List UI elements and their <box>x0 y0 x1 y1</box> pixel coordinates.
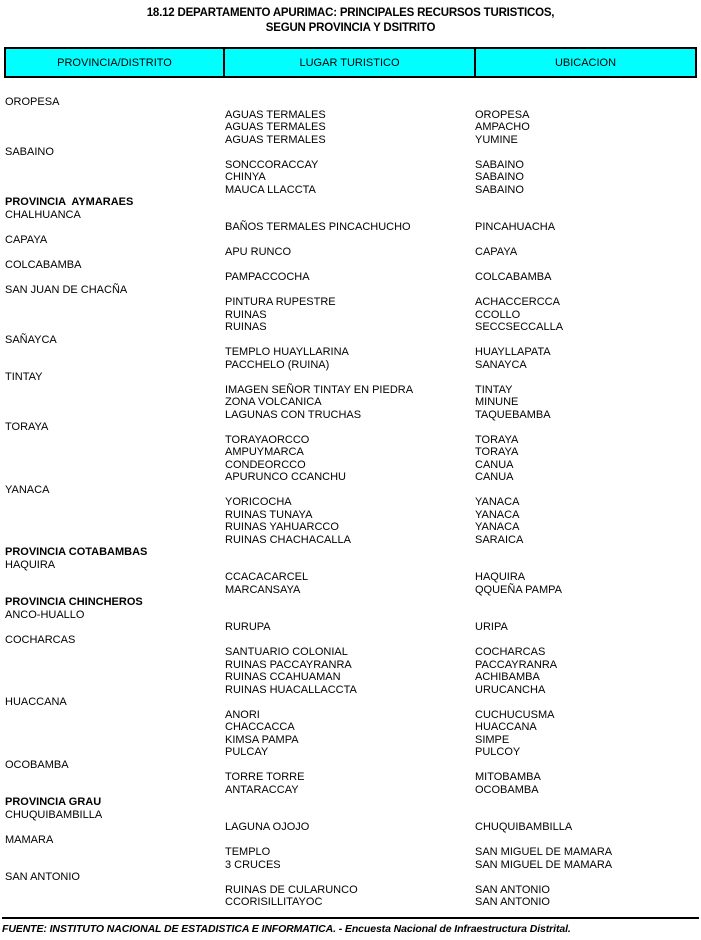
table-row <box>0 109 701 122</box>
table-row <box>0 259 701 272</box>
cell-ubicacion: COLCABAMBA <box>475 271 552 283</box>
cell-provincia-distrito: CHALHUANCA <box>5 208 81 221</box>
cell-lugar-turistico <box>225 146 475 159</box>
cell-provincia-distrito: OROPESA <box>5 96 60 108</box>
table-row <box>0 271 701 284</box>
table-row <box>0 684 701 697</box>
cell-provincia-distrito: ANCO-HUALLO <box>5 608 85 621</box>
cell-ubicacion: CANUA <box>475 458 514 471</box>
cell-lugar-turistico: ANORI <box>225 708 260 721</box>
cell-lugar-turistico: CHACCACCA <box>225 721 295 733</box>
cell-provincia-distrito: SABAINO <box>5 146 54 158</box>
cell-ubicacion: OROPESA <box>475 108 530 121</box>
cell-ubicacion: QQUEÑA PAMPA <box>475 583 563 596</box>
cell-provincia-distrito: SAÑAYCA <box>5 333 57 346</box>
cell-provincia-distrito: MAMARA <box>5 833 54 846</box>
cell-ubicacion: SAN ANTONIO <box>475 896 550 908</box>
table-row <box>0 546 701 559</box>
cell-ubicacion: CUCHUCUSMA <box>475 708 555 721</box>
cell-ubicacion <box>475 546 701 559</box>
cell-ubicacion: MINUNE <box>475 396 519 408</box>
cell-provincia-distrito <box>0 384 225 397</box>
cell-provincia-distrito: TINTAY <box>5 371 43 383</box>
cell-lugar-turistico: APU RUNCO <box>225 246 292 258</box>
cell-ubicacion: SABAINO <box>475 171 524 183</box>
table-row <box>0 509 701 522</box>
cell-lugar-turistico: PAMPACCOCHA <box>225 271 310 283</box>
table-row <box>0 196 701 209</box>
table-row <box>0 796 701 809</box>
table-row <box>0 534 701 547</box>
table-row <box>0 646 701 659</box>
cell-ubicacion <box>475 559 701 572</box>
cell-provincia-distrito <box>0 221 225 234</box>
cell-lugar-turistico: 3 CRUCES <box>225 858 281 871</box>
table-row <box>0 459 701 472</box>
table-row <box>0 771 701 784</box>
cell-lugar-turistico: RUINAS CCAHUAMAN <box>225 671 341 683</box>
cell-lugar-turistico <box>225 796 475 809</box>
table-row <box>0 759 701 772</box>
table-row <box>0 234 701 247</box>
table-row <box>0 421 701 434</box>
cell-lugar-turistico <box>225 371 475 384</box>
cell-provincia-distrito <box>0 246 225 259</box>
cell-ubicacion: URUCANCHA <box>475 683 546 696</box>
cell-lugar-turistico <box>225 834 475 847</box>
cell-lugar-turistico: ANTARACCAY <box>225 783 299 796</box>
cell-provincia-distrito: PROVINCIA AYMARAES <box>5 196 134 208</box>
cell-ubicacion: TINTAY <box>475 383 513 396</box>
table-row <box>0 734 701 747</box>
cell-ubicacion <box>475 796 701 809</box>
table-row <box>0 396 701 409</box>
cell-ubicacion: ACHACCERCCA <box>475 296 560 308</box>
cell-lugar-turistico <box>225 484 475 497</box>
table-row <box>0 871 701 884</box>
cell-ubicacion: SAN ANTONIO <box>475 883 550 896</box>
table-row <box>0 671 701 684</box>
table-row <box>0 896 701 909</box>
cell-provincia-distrito <box>0 184 225 197</box>
table-row <box>0 359 701 372</box>
cell-lugar-turistico: TORRE TORRE <box>225 771 305 783</box>
cell-lugar-turistico: SANTUARIO COLONIAL <box>225 646 348 658</box>
cell-provincia-distrito <box>0 896 225 909</box>
table-row <box>0 409 701 422</box>
cell-provincia-distrito: COLCABAMBA <box>5 258 82 271</box>
table-row <box>0 559 701 572</box>
cell-lugar-turistico <box>225 634 475 647</box>
cell-ubicacion: SABAINO <box>475 183 524 196</box>
cell-provincia-distrito <box>0 121 225 134</box>
cell-lugar-turistico <box>225 284 475 297</box>
table-row <box>0 484 701 497</box>
cell-provincia-distrito <box>0 396 225 409</box>
cell-ubicacion <box>475 596 701 609</box>
cell-provincia-distrito <box>0 784 225 797</box>
cell-ubicacion: HUACCANA <box>475 721 537 733</box>
table-row <box>0 146 701 159</box>
table-row <box>0 221 701 234</box>
cell-lugar-turistico: RUINAS PACCAYRANRA <box>225 658 352 671</box>
table-row <box>0 296 701 309</box>
table-header-row <box>4 47 697 78</box>
cell-ubicacion: SIMPE <box>475 733 510 746</box>
cell-ubicacion <box>475 371 701 384</box>
cell-provincia-distrito: PROVINCIA GRAU <box>5 796 102 808</box>
cell-lugar-turistico <box>225 234 475 247</box>
header-lugar-turistico: LUGAR TURISTICO <box>225 49 476 76</box>
cell-ubicacion: HAQUIRA <box>475 571 526 583</box>
cell-lugar-turistico: RUINAS TUNAYA <box>225 508 313 521</box>
cell-provincia-distrito <box>0 171 225 184</box>
table-row <box>0 884 701 897</box>
cell-provincia-distrito: HUACCANA <box>5 696 67 708</box>
table-row <box>0 384 701 397</box>
cell-provincia-distrito <box>0 621 225 634</box>
cell-provincia-distrito <box>0 646 225 659</box>
cell-ubicacion: TAQUEBAMBA <box>475 408 551 421</box>
cell-ubicacion: YANACA <box>475 508 520 521</box>
cell-provincia-distrito <box>0 671 225 684</box>
table-row <box>0 121 701 134</box>
cell-ubicacion <box>475 96 701 109</box>
cell-ubicacion: TORAYA <box>475 446 519 458</box>
cell-provincia-distrito <box>0 721 225 734</box>
cell-ubicacion <box>475 809 701 822</box>
cell-lugar-turistico <box>225 609 475 622</box>
cell-lugar-turistico <box>225 759 475 772</box>
cell-provincia-distrito <box>0 346 225 359</box>
cell-lugar-turistico: TEMPLO HUAYLLARINA <box>225 346 349 358</box>
cell-provincia-distrito <box>0 134 225 147</box>
cell-ubicacion <box>475 634 701 647</box>
cell-lugar-turistico <box>225 871 475 884</box>
table-row <box>0 96 701 109</box>
cell-lugar-turistico: RUINAS <box>225 308 267 321</box>
cell-provincia-distrito <box>0 821 225 834</box>
cell-lugar-turistico: PINTURA RUPESTRE <box>225 296 336 308</box>
cell-ubicacion: CCOLLO <box>475 308 521 321</box>
cell-ubicacion: YANACA <box>475 496 520 508</box>
cell-lugar-turistico: PULCAY <box>225 746 269 758</box>
cell-provincia-distrito <box>0 409 225 422</box>
cell-provincia-distrito <box>0 684 225 697</box>
cell-provincia-distrito <box>0 309 225 322</box>
cell-ubicacion: MITOBAMBA <box>475 771 541 783</box>
table-row <box>0 846 701 859</box>
table-body <box>0 96 701 909</box>
cell-ubicacion <box>475 759 701 772</box>
cell-lugar-turistico: AGUAS TERMALES <box>225 121 326 133</box>
table-row <box>0 821 701 834</box>
table-row <box>0 321 701 334</box>
cell-provincia-distrito <box>0 446 225 459</box>
table-row <box>0 171 701 184</box>
cell-provincia-distrito <box>0 159 225 172</box>
cell-lugar-turistico: AGUAS TERMALES <box>225 108 326 121</box>
cell-ubicacion <box>475 196 701 209</box>
cell-provincia-distrito <box>0 709 225 722</box>
table-row <box>0 246 701 259</box>
cell-ubicacion: ACHIBAMBA <box>475 671 540 683</box>
cell-lugar-turistico <box>225 209 475 222</box>
cell-lugar-turistico <box>225 546 475 559</box>
cell-provincia-distrito <box>0 509 225 522</box>
cell-lugar-turistico <box>225 196 475 209</box>
cell-lugar-turistico: LAGUNAS CON TRUCHAS <box>225 408 362 421</box>
cell-lugar-turistico: RUINAS <box>225 321 267 333</box>
cell-lugar-turistico <box>225 259 475 272</box>
cell-provincia-distrito <box>0 771 225 784</box>
cell-lugar-turistico: CCACACARCEL <box>225 571 309 583</box>
table-row <box>0 634 701 647</box>
cell-lugar-turistico: AMPUYMARCA <box>225 446 304 458</box>
cell-ubicacion: HUAYLLAPATA <box>475 346 551 358</box>
table-row <box>0 834 701 847</box>
cell-lugar-turistico <box>225 334 475 347</box>
table-row <box>0 496 701 509</box>
table-row <box>0 284 701 297</box>
cell-ubicacion <box>475 259 701 272</box>
cell-provincia-distrito <box>0 359 225 372</box>
cell-ubicacion: SECCSECCALLA <box>475 321 564 333</box>
cell-provincia-distrito <box>0 859 225 872</box>
cell-provincia-distrito: OCOBAMBA <box>5 758 69 771</box>
cell-ubicacion: SANAYCA <box>475 358 527 371</box>
table-row <box>0 746 701 759</box>
cell-ubicacion: YUMINE <box>475 133 518 146</box>
cell-provincia-distrito <box>0 659 225 672</box>
cell-provincia-distrito: COCHARCAS <box>5 633 76 646</box>
cell-ubicacion: PINCAHUACHA <box>475 221 556 233</box>
page-title-line2: SEGUN PROVINCIA Y DSITRITO <box>265 22 436 34</box>
header-ubicacion: UBICACION <box>554 56 617 69</box>
cell-provincia-distrito <box>0 471 225 484</box>
table-row <box>0 371 701 384</box>
cell-provincia-distrito: SAN ANTONIO <box>5 871 80 883</box>
cell-ubicacion: PACCAYRANRA <box>475 658 558 671</box>
table-row <box>0 659 701 672</box>
cell-provincia-distrito <box>0 459 225 472</box>
bottom-divider <box>2 917 699 919</box>
table-row <box>0 584 701 597</box>
cell-lugar-turistico: CCORISILLITAYOC <box>225 896 323 908</box>
cell-lugar-turistico: IMAGEN SEÑOR TINTAY EN PIEDRA <box>225 383 414 396</box>
cell-provincia-distrito <box>0 296 225 309</box>
cell-ubicacion: SAN MIGUEL DE MAMARA <box>475 846 613 858</box>
cell-ubicacion <box>475 284 701 297</box>
cell-provincia-distrito <box>0 521 225 534</box>
table-row <box>0 696 701 709</box>
cell-lugar-turistico: CHINYA <box>225 171 266 183</box>
cell-provincia-distrito <box>0 271 225 284</box>
table-row <box>0 346 701 359</box>
cell-provincia-distrito: TORAYA <box>5 421 49 433</box>
cell-ubicacion <box>475 421 701 434</box>
page-title-line1: 18.12 DEPARTAMENTO APURIMAC: PRINCIPALES RECURSOS TURISTICOS, <box>146 7 555 19</box>
cell-ubicacion: PULCOY <box>475 746 521 758</box>
cell-lugar-turistico: MAUCA LLACCTA <box>225 183 316 196</box>
cell-ubicacion <box>475 146 701 159</box>
table-row <box>0 159 701 172</box>
cell-lugar-turistico <box>225 809 475 822</box>
cell-provincia-distrito <box>0 496 225 509</box>
cell-lugar-turistico: RURUPA <box>225 621 271 633</box>
cell-ubicacion: YANACA <box>475 521 520 533</box>
cell-ubicacion <box>475 484 701 497</box>
cell-provincia-distrito: HAQUIRA <box>5 558 56 571</box>
page-title <box>0 0 701 36</box>
cell-ubicacion: AMPACHO <box>475 121 530 133</box>
cell-ubicacion <box>475 871 701 884</box>
cell-lugar-turistico: PACCHELO (RUINA) <box>225 358 330 371</box>
cell-ubicacion: TORAYA <box>475 433 519 446</box>
table-row <box>0 446 701 459</box>
cell-lugar-turistico: AGUAS TERMALES <box>225 133 326 146</box>
cell-provincia-distrito: YANACA <box>5 483 50 496</box>
cell-provincia-distrito: CAPAYA <box>5 233 48 246</box>
cell-ubicacion: SARAICA <box>475 533 524 546</box>
cell-ubicacion: SABAINO <box>475 158 524 171</box>
cell-provincia-distrito <box>0 846 225 859</box>
cell-ubicacion <box>475 209 701 222</box>
cell-lugar-turistico: TEMPLO <box>225 846 271 858</box>
cell-provincia-distrito <box>0 534 225 547</box>
cell-lugar-turistico: TORAYAORCCO <box>225 433 310 446</box>
cell-provincia-distrito <box>0 434 225 447</box>
table-row <box>0 721 701 734</box>
cell-lugar-turistico <box>225 96 475 109</box>
cell-lugar-turistico: KIMSA PAMPA <box>225 733 299 746</box>
cell-lugar-turistico: ZONA VOLCANICA <box>225 396 322 408</box>
cell-provincia-distrito <box>0 584 225 597</box>
cell-lugar-turistico: RUINAS YAHUARCCO <box>225 521 339 533</box>
table-row <box>0 134 701 147</box>
cell-lugar-turistico <box>225 421 475 434</box>
table-row <box>0 709 701 722</box>
table-row <box>0 184 701 197</box>
cell-provincia-distrito: PROVINCIA CHINCHEROS <box>5 596 143 608</box>
table-row <box>0 209 701 222</box>
table-row <box>0 784 701 797</box>
cell-ubicacion <box>475 234 701 247</box>
cell-ubicacion: COCHARCAS <box>475 646 546 658</box>
cell-ubicacion: OCOBAMBA <box>475 783 539 796</box>
cell-provincia-distrito <box>0 109 225 122</box>
table-row <box>0 521 701 534</box>
cell-lugar-turistico: BAÑOS TERMALES PINCACHUCHO <box>225 221 411 233</box>
cell-provincia-distrito <box>0 746 225 759</box>
table-row <box>0 809 701 822</box>
cell-lugar-turistico <box>225 596 475 609</box>
cell-ubicacion <box>475 834 701 847</box>
cell-ubicacion: CAPAYA <box>475 246 518 258</box>
cell-lugar-turistico: MARCANSAYA <box>225 583 301 596</box>
cell-ubicacion: CHUQUIBAMBILLA <box>475 821 573 833</box>
header-provincia-distrito: PROVINCIA/DISTRITO <box>6 49 225 76</box>
table-row <box>0 596 701 609</box>
cell-provincia-distrito <box>0 734 225 747</box>
cell-ubicacion <box>475 334 701 347</box>
cell-lugar-turistico: SONCCORACCAY <box>225 158 319 171</box>
table-row <box>0 571 701 584</box>
table-row <box>0 471 701 484</box>
cell-provincia-distrito: PROVINCIA COTABAMBAS <box>5 546 148 558</box>
table-row <box>0 334 701 347</box>
cell-lugar-turistico: LAGUNA OJOJO <box>225 821 310 833</box>
cell-ubicacion: SAN MIGUEL DE MAMARA <box>475 858 613 871</box>
cell-ubicacion <box>475 609 701 622</box>
cell-provincia-distrito <box>0 884 225 897</box>
cell-lugar-turistico: YORICOCHA <box>225 496 292 508</box>
cell-provincia-distrito: SAN JUAN DE CHACÑA <box>5 283 128 296</box>
cell-lugar-turistico: RUINAS DE CULARUNCO <box>225 883 358 896</box>
cell-ubicacion <box>475 696 701 709</box>
cell-lugar-turistico <box>225 559 475 572</box>
cell-lugar-turistico <box>225 696 475 709</box>
cell-provincia-distrito <box>0 571 225 584</box>
source-note: FUENTE: INSTITUTO NACIONAL DE ESTADISTICA E INFORMATICA. - Encuesta Nacional de Infraestructura Distrital. <box>2 922 571 935</box>
cell-lugar-turistico: CONDEORCCO <box>225 458 306 471</box>
cell-lugar-turistico: RUINAS HUACALLACCTA <box>225 683 357 696</box>
table-row <box>0 859 701 872</box>
cell-provincia-distrito: CHUQUIBAMBILLA <box>5 808 103 821</box>
cell-lugar-turistico: RUINAS CHACHACALLA <box>225 533 351 546</box>
cell-provincia-distrito <box>0 321 225 334</box>
cell-lugar-turistico: APURUNCO CCANCHU <box>225 471 347 483</box>
cell-ubicacion: URIPA <box>475 621 508 633</box>
table-row <box>0 621 701 634</box>
table-row <box>0 609 701 622</box>
table-row <box>0 309 701 322</box>
cell-ubicacion: CANUA <box>475 471 514 483</box>
table-row <box>0 434 701 447</box>
